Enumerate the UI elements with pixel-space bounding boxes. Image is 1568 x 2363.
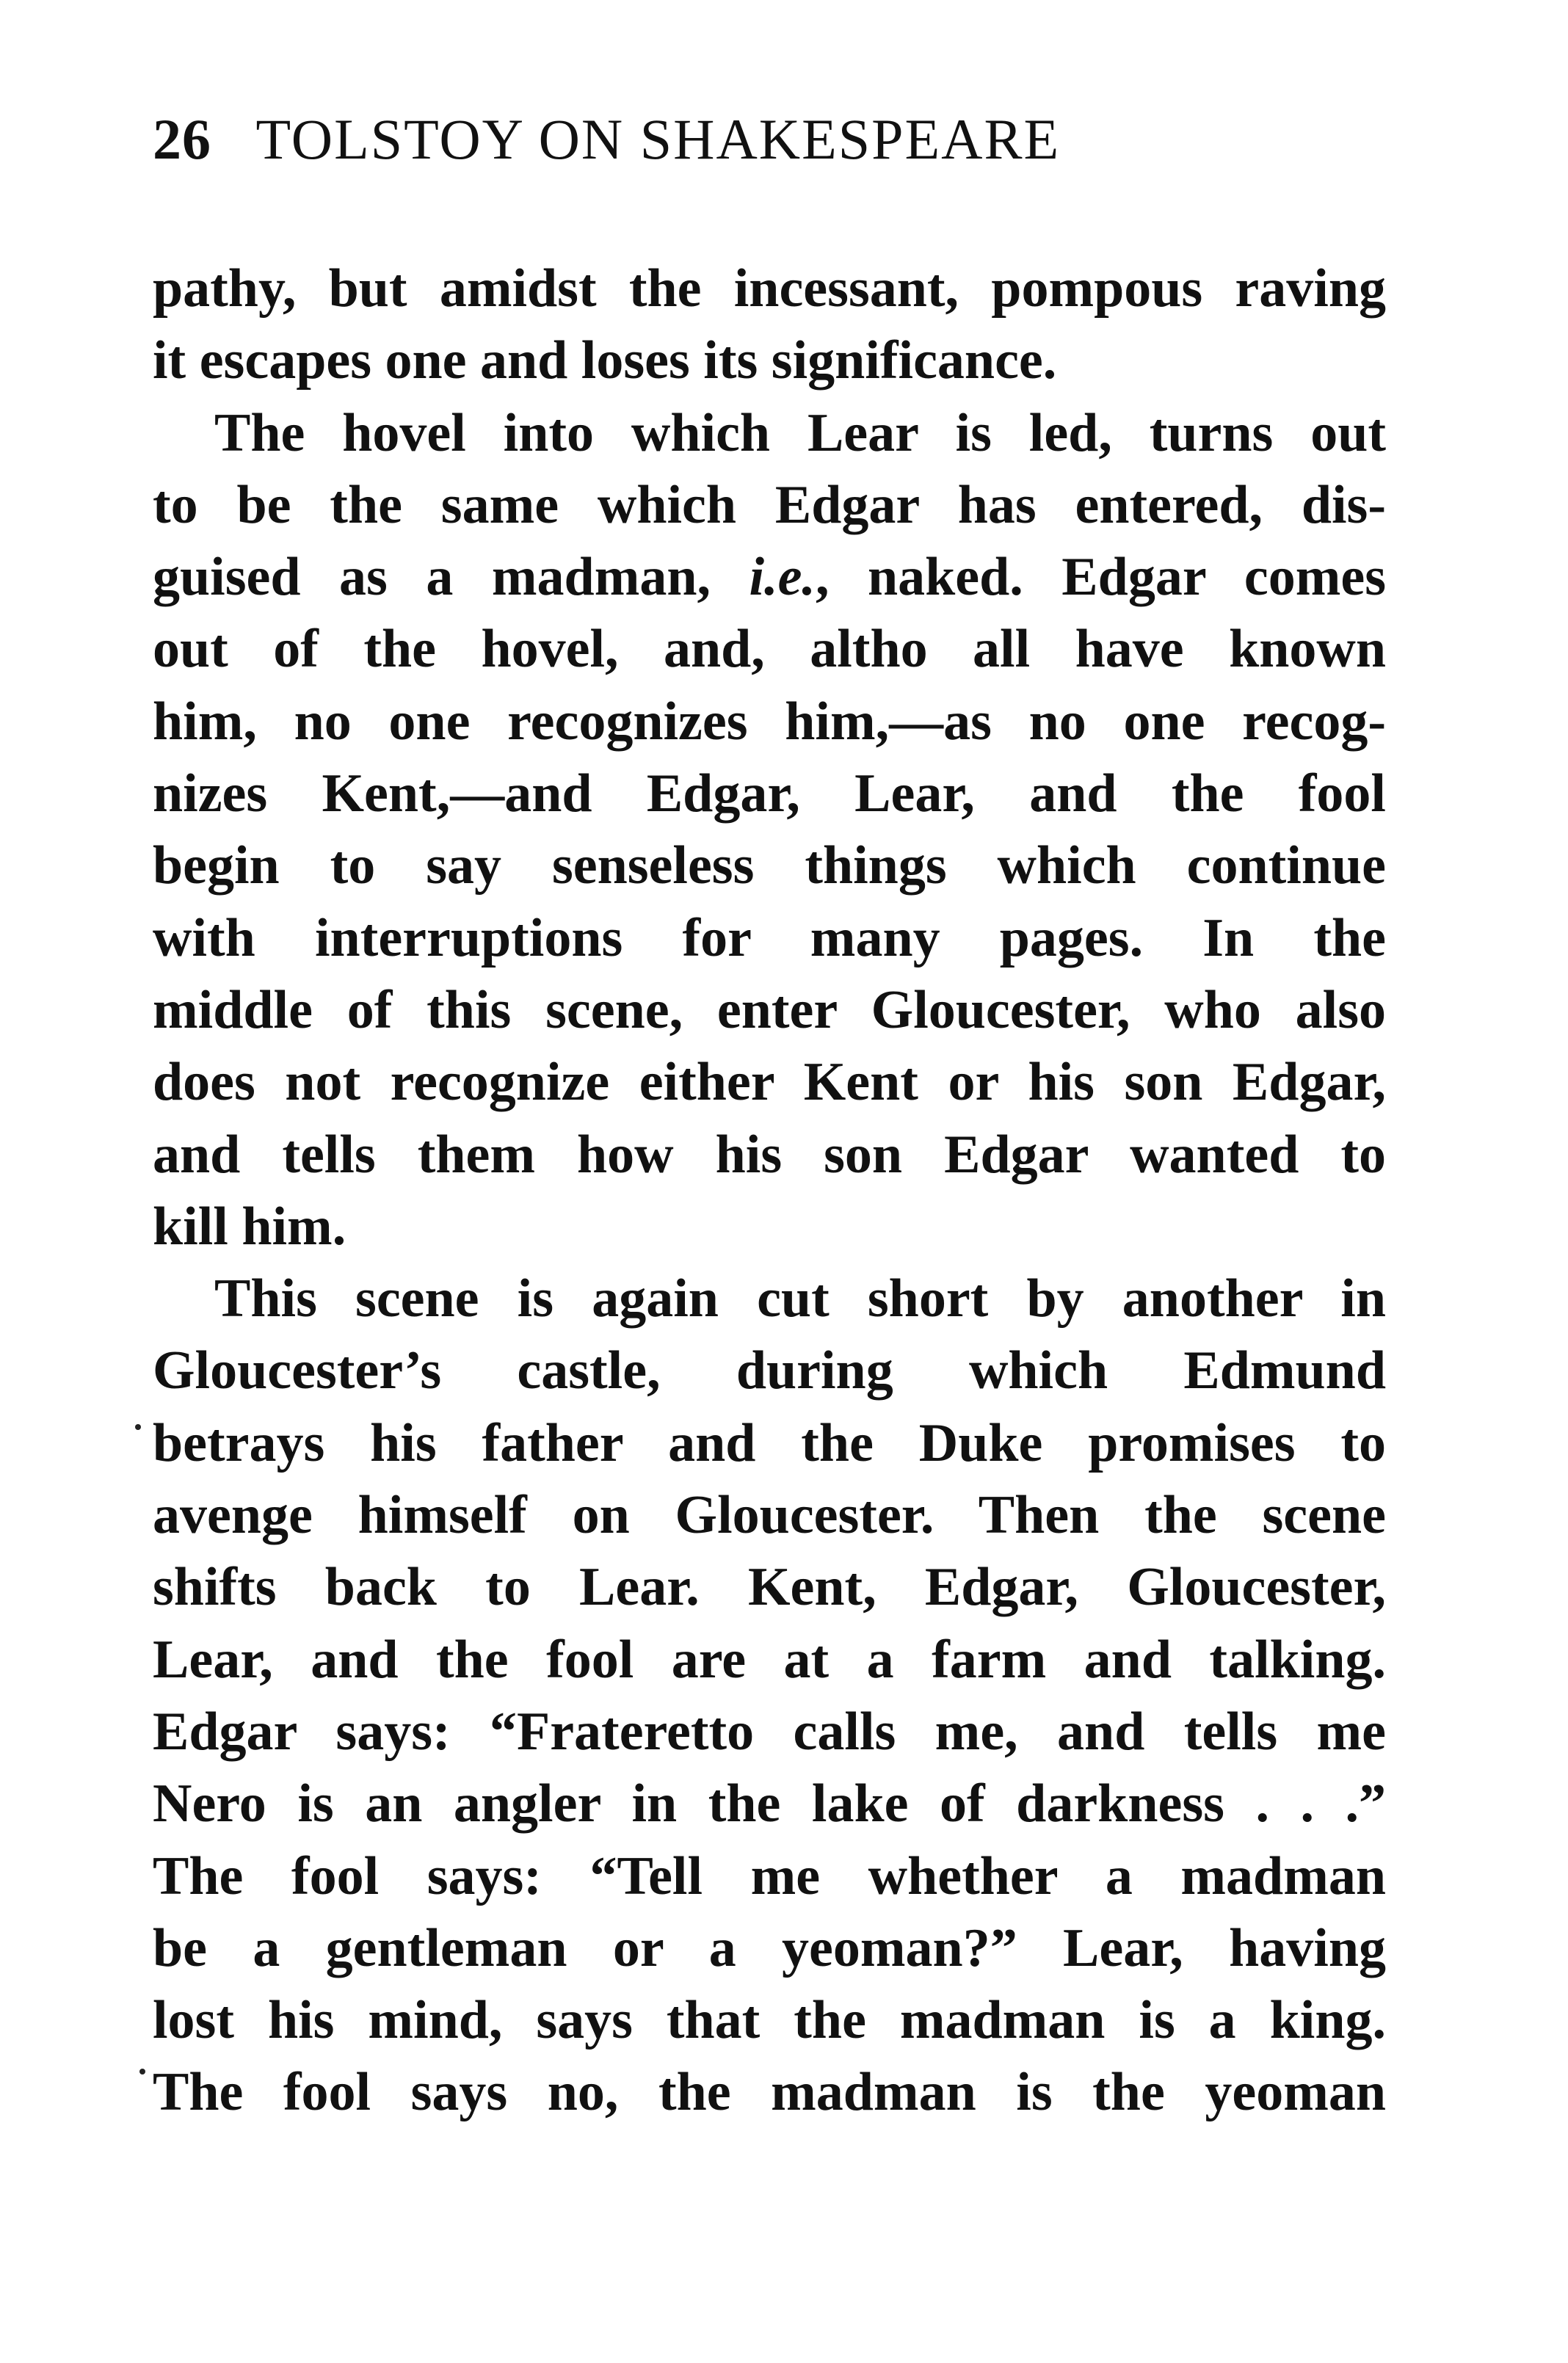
text-line: Edgar says: “Frateretto calls me, and tells me	[153, 1701, 1386, 1762]
text-line: it escapes one and loses its significance.	[153, 330, 1057, 391]
text-line: avenge himself on Gloucester. Then the scene	[153, 1485, 1386, 1546]
text-line: The fool says: “Tell me whether a madman	[153, 1845, 1386, 1906]
text-line: to be the same which Edgar has entered, dis-	[153, 474, 1386, 535]
text-line: lost his mind, says that the madman is a king.	[153, 1990, 1386, 2051]
text-line: kill him.	[153, 1196, 346, 1257]
text-line: begin to say senseless things which continue	[153, 835, 1386, 896]
paragraph-start-line: This scene is again cut short by another in	[214, 1268, 1386, 1329]
page-number: 26	[153, 107, 211, 171]
page-header	[153, 103, 1386, 176]
running-head: TOLSTOY ON SHAKESPEARE	[255, 107, 1061, 171]
text-line: does not recognize either Kent or his son Edgar,	[153, 1052, 1386, 1113]
print-speck	[139, 2069, 145, 2075]
print-speck	[135, 1424, 141, 1430]
text-line: out of the hovel, and, altho all have known	[153, 619, 1386, 680]
text-line: The fool says no, the madman is the yeoman	[153, 2062, 1386, 2123]
text-line: Gloucester’s castle, during which Edmund	[153, 1340, 1386, 1401]
text-line: betrays his father and the Duke promises to	[153, 1412, 1386, 1473]
text-segment: , naked. Edgar comes	[815, 547, 1386, 608]
body-text	[153, 253, 1386, 2129]
text-line: middle of this scene, enter Gloucester, who also	[153, 979, 1386, 1040]
text-line: pathy, but amidst the incessant, pompous raving	[153, 258, 1386, 319]
paragraph-start-line: The hovel into which Lear is led, turns out	[214, 402, 1386, 463]
text-line: nizes Kent,—and Edgar, Lear, and the fool	[153, 763, 1386, 824]
text-line: and tells them how his son Edgar wanted to	[153, 1124, 1386, 1185]
text-line-with-italic	[153, 541, 1386, 613]
text-line: shifts back to Lear. Kent, Edgar, Gloucester,	[153, 1557, 1386, 1618]
italic-abbreviation: i.e.	[749, 547, 816, 608]
text-segment: guised as a madman,	[153, 547, 749, 608]
text-line: him, no one recognizes him,—as no one recog-	[153, 691, 1386, 752]
text-line: Nero is an angler in the lake of darkness . . .”	[153, 1774, 1386, 1834]
text-line: be a gentleman or a yeoman?” Lear, having	[153, 1917, 1386, 1978]
text-line: Lear, and the fool are at a farm and talking.	[153, 1629, 1386, 1690]
text-line: with interruptions for many pages. In the	[153, 907, 1386, 968]
